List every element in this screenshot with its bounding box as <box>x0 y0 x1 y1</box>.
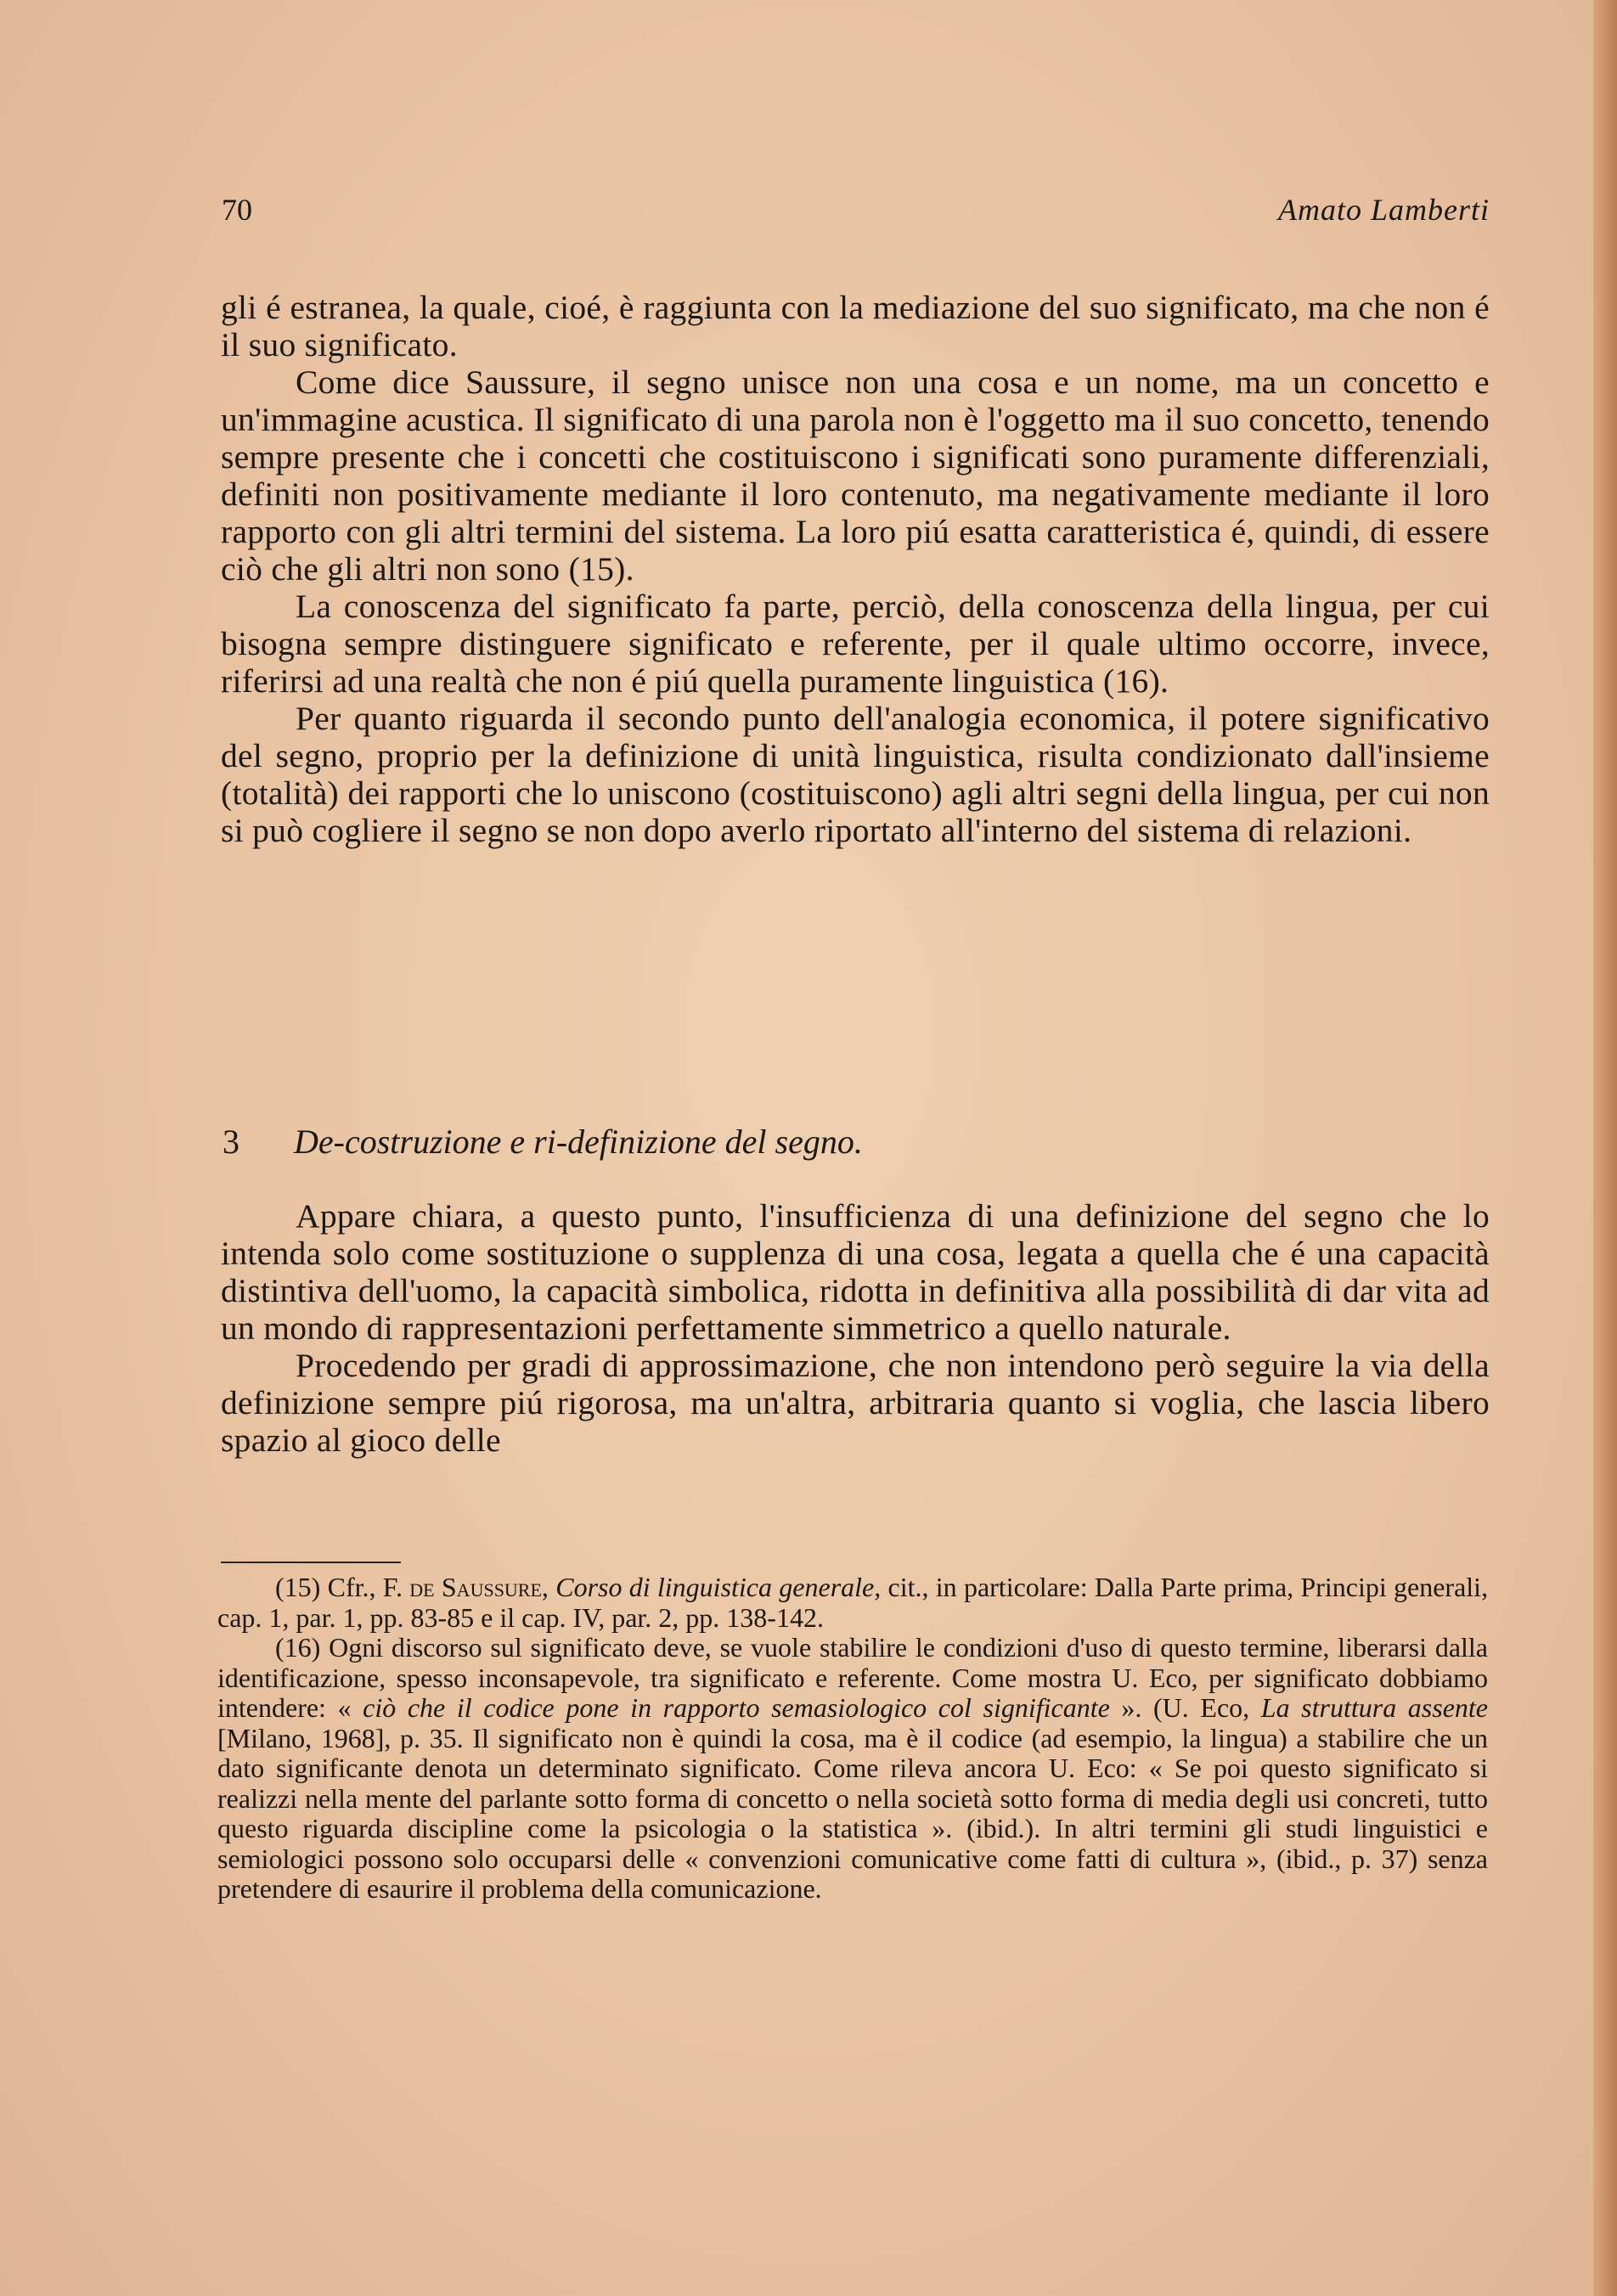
running-head <box>222 192 1490 234</box>
footnote-author: de Saussure, <box>409 1572 549 1602</box>
section-heading <box>223 1121 1411 1163</box>
footnote-quote: ciò che il codice pone in rapporto semasiologico col significante <box>363 1692 1110 1723</box>
footnote-text: Ogni discorso sul significato deve, se vuole stabilire le condizioni d'uso di questo termine, liberarsi dalla identificazione, spesso inconsapevole, tra significato e referente. Come mostra U. Eco, per significato dobbiamo intendere: « <box>217 1632 1489 1723</box>
footnote-text: Cfr., F. <box>327 1572 403 1602</box>
paragraph: La conoscenza del significato fa parte, perciò, della conoscenza della lingua, per cui bisogna sempre distinguere significato e referente, per il quale ultimo occorre, invece, riferirsi ad una realtà che non é piú quella puramente linguistica (16). <box>221 588 1490 700</box>
footnote-number: (16) <box>275 1632 321 1663</box>
footnotes <box>217 1573 1488 1905</box>
paragraph: Appare chiara, a questo punto, l'insufficienza di una definizione del segno che lo intenda solo come sostituzione o supplenza di una cosa, legata a quella che é una capacità distintiva dell'uomo, la capacità simbolica, ridotta in definitiva alla possibilità di dar vita ad un mondo di rappresentazioni perfettamente simmetrico a quello naturale. <box>221 1197 1490 1347</box>
section-number: 3 <box>223 1123 239 1161</box>
footnote-15 <box>217 1573 1488 1633</box>
footnote-16 <box>217 1633 1488 1905</box>
page-edge <box>1593 0 1617 2296</box>
paragraph: gli é estranea, la quale, cioé, è raggiunta con la mediazione del suo significato, ma che non é il suo significato. <box>221 289 1490 363</box>
footnote-number: (15) <box>275 1572 321 1602</box>
body-text-section <box>221 1197 1490 1459</box>
footnote-rule <box>221 1562 401 1563</box>
footnote-book-title: Corso di linguistica generale, <box>555 1572 882 1602</box>
paragraph: Come dice Saussure, il segno unisce non una cosa e un nome, ma un concetto e un'immagine acustica. Il significato di una parola non è l'oggetto ma il suo concetto, tenendo sempre presente che i concetti che costituiscono i significati sono puramente differenziali, definiti non positivamente mediante il loro contenuto, ma negativamente mediante il loro rapporto con gli altri termini del sistema. La loro piú esatta caratteristica é, quindi, di essere ciò che gli altri non sono (15). <box>221 363 1490 588</box>
footnote-book-title: La struttura assente <box>1260 1692 1489 1723</box>
paragraph: Per quanto riguarda il secondo punto dell'analogia economica, il potere significativo del segno, proprio per la definizione di unità linguistica, risulta condizionato dall'insieme (totalità) dei rapporti che lo uniscono (costituiscono) agli altri segni della lingua, per cui non si può cogliere il segno se non dopo averlo riportato all'interno del sistema di relazioni. <box>221 700 1490 849</box>
footnote-text: cit., in particolare: Dalla Parte prima, Principi generali, cap. 1, par. 1, pp. 83-85 e il cap. IV, par. 2, pp. 138-142. <box>217 1572 1489 1633</box>
footnote-text: [Milano, 1968], p. 35. Il significato non è quindi la cosa, ma è il codice (ad esempio, la lingua) a stabilire che un dato significante denota un determinato significato. Come rileva ancora U. Eco: « Se poi questo significato si realizzi nella mente del parlante sotto forma di concetto o nella società sotto forma di media degli usi concreti, tutto questo riguarda discipline come la psicologia o la statistica ». (ibid.). In altri termini gli studi linguistici e semiologici possono solo occuparsi delle « convenzioni comunicative come fatti di cultura », (ibid., p. 37) senza pretendere di esaurire il problema della comunicazione. <box>217 1722 1488 1904</box>
section-title: De-costruzione e ri-definizione del segno. <box>294 1123 863 1161</box>
paragraph: Procedendo per gradi di approssimazione, che non intendono però seguire la via della definizione sempre piú rigorosa, ma un'altra, arbitraria quanto si voglia, che lascia libero spazio al gioco delle <box>221 1347 1490 1459</box>
page-number: 70 <box>222 193 252 227</box>
body-text-intro <box>221 289 1490 849</box>
footnote-text: ». (U. Eco, <box>1121 1692 1250 1723</box>
running-author: Amato Lamberti <box>1277 193 1490 227</box>
